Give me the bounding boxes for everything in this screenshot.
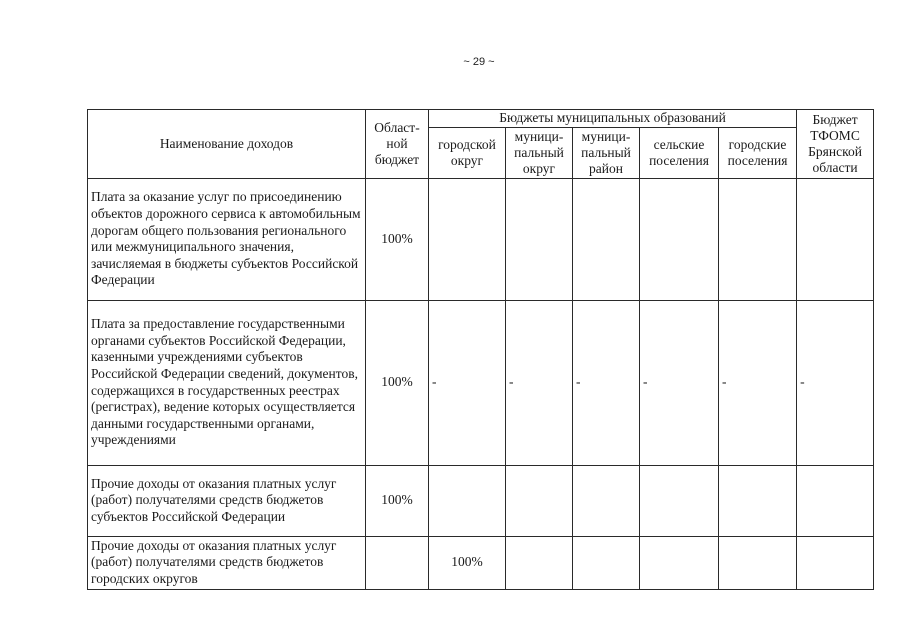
table-row <box>88 536 874 589</box>
municipal-okrug-share-cell <box>506 536 573 589</box>
municipal-raion-share-cell <box>573 178 640 300</box>
header-municipal-budgets: Бюджеты муниципальных образований <box>429 110 797 128</box>
urban-share-cell <box>719 465 797 536</box>
table-row <box>88 300 874 465</box>
revenue-name-cell: Прочие доходы от оказания платных услуг (работ) получателями средств бюджетов городских округов <box>88 536 366 589</box>
header-municipal-raion: муници- пальный район <box>573 127 640 178</box>
regional-share-cell: 100% <box>366 300 429 465</box>
table-row <box>88 465 874 536</box>
tfoms-share-cell <box>797 178 874 300</box>
revenue-distribution-table <box>87 109 874 590</box>
regional-share-cell: 100% <box>366 465 429 536</box>
municipal-raion-share-cell <box>573 465 640 536</box>
table-row <box>88 178 874 300</box>
municipal-okrug-share-cell: - <box>506 300 573 465</box>
rural-share-cell <box>640 178 719 300</box>
city-district-share-cell <box>429 465 506 536</box>
revenue-name-cell: Плата за оказание услуг по присоединению объектов дорожного сервиса к автомобильным дорогам общего пользования регионального или межмуниципального значения, зачисляемая в бюджеты субъектов Российской Федерации <box>88 178 366 300</box>
header-tfoms-budget: Бюджет ТФОМС Брянской области <box>797 110 874 179</box>
revenue-name-cell: Плата за предоставление государственными органами субъектов Российской Федерации, казенными учреждениями субъектов Российской Федерации сведений, документов, содержащихся в государственных реестрах (регистрах), ведение которых осуществляется данными государственными органами, учреждениями <box>88 300 366 465</box>
city-district-share-cell <box>429 178 506 300</box>
urban-share-cell <box>719 536 797 589</box>
tfoms-share-cell: - <box>797 300 874 465</box>
header-revenue-name: Наименование доходов <box>88 110 366 179</box>
municipal-okrug-share-cell <box>506 178 573 300</box>
rural-share-cell: - <box>640 300 719 465</box>
municipal-raion-share-cell <box>573 536 640 589</box>
revenue-name-cell: Прочие доходы от оказания платных услуг (работ) получателями средств бюджетов субъектов Российской Федерации <box>88 465 366 536</box>
regional-share-cell <box>366 536 429 589</box>
tfoms-share-cell <box>797 536 874 589</box>
city-district-share-cell: - <box>429 300 506 465</box>
header-urban-settlements: городские поселения <box>719 127 797 178</box>
header-rural-settlements: сельские поселения <box>640 127 719 178</box>
municipal-okrug-share-cell <box>506 465 573 536</box>
header-regional-budget: Област- ной бюджет <box>366 110 429 179</box>
header-municipal-okrug: муници- пальный округ <box>506 127 573 178</box>
page-number: ~ 29 ~ <box>463 56 495 68</box>
municipal-raion-share-cell: - <box>573 300 640 465</box>
city-district-share-cell: 100% <box>429 536 506 589</box>
urban-share-cell: - <box>719 300 797 465</box>
urban-share-cell <box>719 178 797 300</box>
tfoms-share-cell <box>797 465 874 536</box>
regional-share-cell: 100% <box>366 178 429 300</box>
header-city-district: городской округ <box>429 127 506 178</box>
rural-share-cell <box>640 465 719 536</box>
rural-share-cell <box>640 536 719 589</box>
